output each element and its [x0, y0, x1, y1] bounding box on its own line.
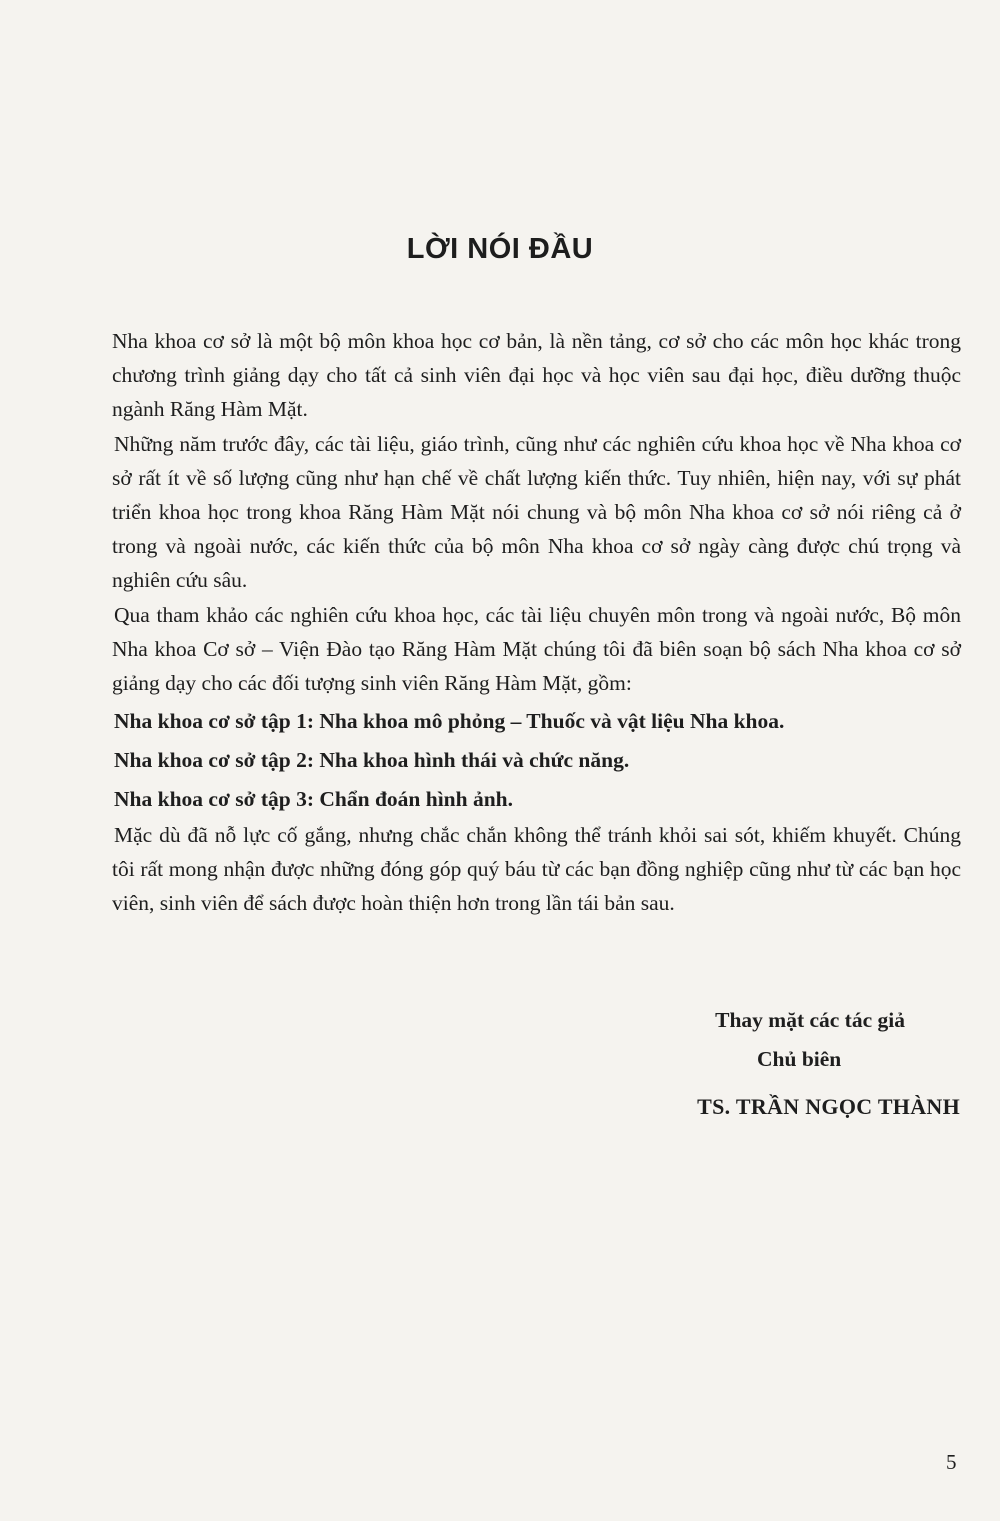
book-volume-3: Nha khoa cơ sở tập 3: Chẩn đoán hình ảnh.	[114, 787, 514, 811]
preface-body	[112, 324, 961, 921]
page-number: 5	[946, 1450, 957, 1474]
signature-role: Thay mặt các tác giả	[715, 1008, 905, 1032]
signature-title: Chủ biên	[757, 1047, 842, 1071]
paragraph-closing: Mặc dù đã nỗ lực cố gắng, nhưng chắc chắn không thể tránh khỏi sai sót, khiếm khuyết. Chúng tôi rất mong nhận được những đóng góp quý báu từ các bạn đồng nghiệp cũng như từ các bạn học viên, sinh viên để sách được hoàn thiện hơn trong lần tái bản sau.	[112, 823, 961, 915]
paragraph-history: Những năm trước đây, các tài liệu, giáo trình, cũng như các nghiên cứu khoa học về Nha khoa cơ sở rất ít về số lượng cũng như hạn chế về chất lượng kiến thức. Tuy nhiên, hiện nay, với sự phát triển khoa học trong khoa Răng Hàm Mặt nói chung và bộ môn Nha khoa cơ sở nói riêng cả ở trong và ngoài nước, các kiến thức của bộ môn Nha khoa cơ sở ngày càng được chú trọng và nghiên cứu sâu.	[112, 432, 961, 592]
signature-name: TS. TRẦN NGỌC THÀNH	[697, 1094, 960, 1119]
page-title: LỜI NÓI ĐẦU	[406, 233, 594, 265]
paragraph-series: Qua tham khảo các nghiên cứu khoa học, các tài liệu chuyên môn trong và ngoài nước, Bộ môn Nha khoa Cơ sở – Viện Đào tạo Răng Hàm Mặt chúng tôi đã biên soạn bộ sách Nha khoa cơ sở giảng dạy cho các đối tượng sinh viên Răng Hàm Mặt, gồm:	[112, 603, 961, 695]
paragraph-intro: Nha khoa cơ sở là một bộ môn khoa học cơ bản, là nền tảng, cơ sở cho các môn học khác trong chương trình giảng dạy cho tất cả sinh viên đại học và học viên sau đại học, điều dưỡng thuộc ngành Răng Hàm Mặt.	[112, 329, 961, 421]
book-volume-2: Nha khoa cơ sở tập 2: Nha khoa hình thái và chức năng.	[114, 748, 630, 772]
book-volume-1: Nha khoa cơ sở tập 1: Nha khoa mô phỏng – Thuốc và vật liệu Nha khoa.	[114, 709, 785, 733]
